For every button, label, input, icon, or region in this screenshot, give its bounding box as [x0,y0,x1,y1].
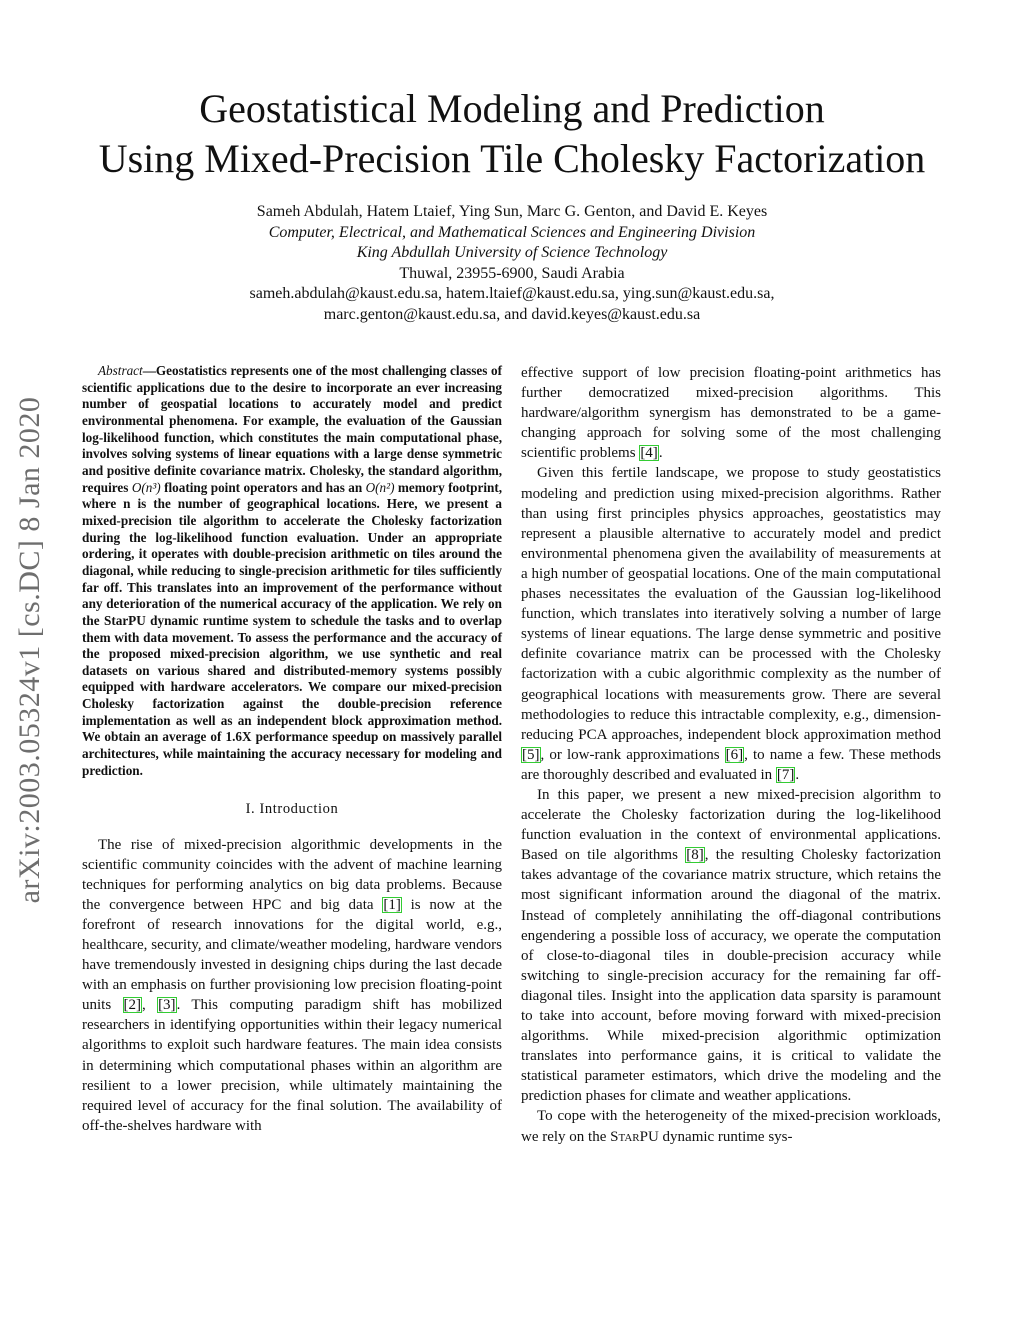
citation-link[interactable]: [8] [686,847,704,864]
right-p1-period: . [795,766,800,783]
right-paragraph-runtime [521,1106,941,1146]
abstract-dash: — [142,363,156,378]
intro-text-a: The rise of mixed-precision algorithmic developments in the scientific community coincides with the advent of machine learning techniques for performing analytics on big data problems. Because the convergence between HPC and big data [82,836,502,913]
affiliation-division: Computer, Electrical, and Mathematical Sciences and Engineering Division [268,223,756,241]
affiliation-address: Thuwal, 23955-6900, Saudi Arabia [399,264,625,282]
arxiv-sidebar [0,360,60,940]
abstract-text-2: floating point operators and has an [164,479,363,495]
paper-title [0,84,1024,184]
right-p0-text: effective support of low precision floating-point arithmetics has further democratized mixed-precision algorithms. This hardware/algorithm synergism has demonstrated to be a game-changing approach for solving some of the most challenging scientific problems [521,365,941,462]
right-p3-text-b: dynamic runtime sys- [662,1128,793,1145]
intro-comma: , [142,997,146,1014]
citation-link[interactable]: [7] [776,766,795,783]
citation-link[interactable]: [4] [640,445,658,462]
citation-link[interactable]: [3] [158,997,176,1014]
right-p3-text-a: To cope with the heterogeneity of the mixed-precision workloads, we rely on the [521,1108,941,1145]
math-quadratic-memory: O(n²) [365,479,395,495]
title-line-1: Geostatistical Modeling and Prediction [199,86,825,131]
left-column [82,363,502,1136]
right-p0-period: . [658,445,663,462]
right-paragraph-landscape [521,463,941,785]
abstract-label: Abstract [98,363,143,378]
section-heading-introduction: I. Introduction [245,801,339,818]
author-emails-line-2: marc.genton@kaust.edu.sa, and david.keyes@kaust.edu.sa [323,305,701,323]
abstract [82,363,502,779]
starpu-name: StarPU [610,1128,659,1145]
intro-text-d: . This computing paradigm shift has mobilized researchers in identifying opportunities within their legacy numerical algorithms to exploit such hardware features. The main idea consists in determining which computational phases within an algorithm are resilient to a lower precision, while ultimately maintaining the required level of accuracy for the final solution. The availability of off-the-shelves hardware with [82,997,503,1134]
right-p2-text-b: , the resulting Cholesky factorization takes advantage of the covariance matrix structure, which retains the most significant information around the diagonal of the matrix. Instead of completely annihilating the off-diagonal contributions engendering a possible loss of accuracy, we operate the computation of close-to-diagonal tiles in double-precision accuracy while switching to single-precision accuracy for the remaining far off-diagonal tiles. Insight into the application data sparsity is paramount to take into account, before moving forward with mixed-precision algorithms. While mixed-precision algorithmic optimization translates into performance gains, it is critical to validate the statistical parameter estimators, which drive the modeling and the prediction phases for climate and weather applications. [521,847,942,1105]
right-p2-text-a: In this paper, we present a new mixed-precision algorithm to accelerate the Cholesky factorization during the log-likelihood function evaluation in the context of environmental applications. Based on tile algorithms [521,786,941,864]
intro-text-b: is now at the forefront of research innovations for the digital world, e.g., healthcare, security, and climate/weather modeling, hardware vendors have tremendously invested in designing chips during the last decade with an emphasis on further provisioning low precision floating-point units [82,896,502,1014]
right-p1-text-b: , or low-rank approximations [540,746,720,763]
author-emails-line-1: sameh.abdulah@kaust.edu.sa, hatem.ltaief@kaust.edu.sa, ying.sun@kaust.edu.sa, [249,285,775,303]
abstract-text-1: Geostatistics represents one of the most challenging classes of scientific applications due to the desire to incorporate an ever increasing number of geospatial locations to accurately model and predict environmental phenomena. For example, the evaluation of the Gaussian log-likelihood function, which constitutes the main computational phase, involves solving systems of linear equations with a large dense symmetric and positive definite covariance matrix. Cholesky, the standard algorithm, requires [82,363,502,495]
right-p1-text-a: Given this fertile landscape, we propose to study geostatistics modeling and prediction using mixed-precision algorithms. Rather than using first principles physics approaches, geostatistics may represent a plausible alternative to accurately model and predict environmental phenomena given the availability of measurements at a high number of geospatial locations. One of the main computational phases necessitates the evaluation of the Gaussian log-likelihood function, which translates into iteratively solving a number of large systems of linear equations. The large dense symmetric and positive definite covariance matrix can be processed with the Cholesky factorization with a cubic algorithmic complexity as the number of geographical locations with measurements grow. There are several methodologies to reduce this intractable complexity, e.g., dimension-reducing PCA approaches, independent block approximation method [521,465,941,743]
citation-link[interactable]: [2] [123,997,141,1014]
citation-link[interactable]: [5] [522,746,540,763]
math-cubic-complexity: O(n³) [131,479,161,495]
citation-link[interactable]: [1] [383,896,401,913]
abstract-text-3: memory footprint, where n is the number of geographical locations. Here, we present a mixed-precision tile algorithm to accelerate the Cholesky factorization during the log-likelihood function evaluation. Under an appropriate ordering, it operates with double-precision arithmetic on tiles around the diagonal, while reducing to single-precision arithmetic for tiles sufficiently far off. This translates into an improvement of the performance without any deterioration of the numerical accuracy of the application. We rely on the StarPU dynamic runtime system to schedule the tasks and to overlap them with data movement. To assess the performance and the accuracy of the proposed mixed-precision algorithm, we use synthetic and real datasets on various shared and distributed-memory systems possibly equipped with hardware accelerators. We compare our mixed-precision Cholesky factorization against the double-precision reference implementation as well as an independent block approximation method. We obtain an average of 1.6X performance speedup on massively parallel architectures, while maintaining the accuracy necessary for modeling and prediction. [82,479,503,778]
affiliation-university: King Abdullah University of Science Technology [356,244,668,262]
citation-link[interactable]: [6] [725,746,744,763]
right-paragraph-contribution [521,785,941,1107]
right-column [521,363,941,1147]
arxiv-identifier: arXiv:2003.05324v1 [cs.DC] 8 Jan 2020 [13,396,46,904]
right-p1-text-c: , to name a few. These methods are thoroughly described and evaluated in [521,746,941,783]
title-line-2: Using Mixed-Precision Tile Cholesky Factorization [98,136,926,181]
right-paragraph-continued [521,363,941,463]
author-names: Sameh Abdulah, Hatem Ltaief, Ying Sun, Marc G. Genton, and David E. Keyes [256,203,768,220]
intro-paragraph-1 [82,835,502,1136]
author-block [0,202,1024,326]
